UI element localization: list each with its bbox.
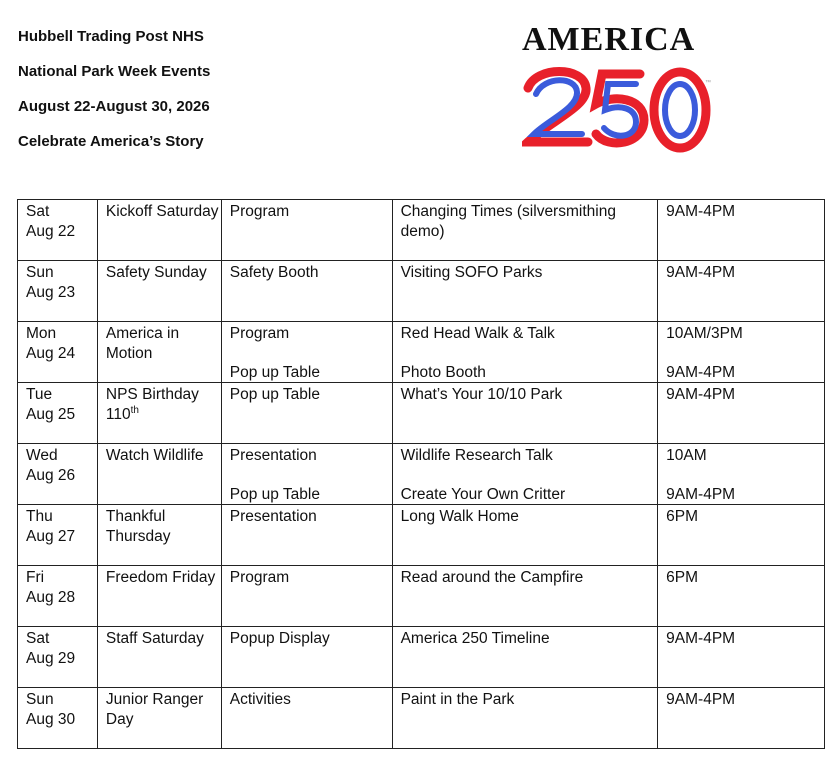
event-day: Tue: [26, 386, 53, 403]
event-theme: Freedom Friday: [105, 569, 216, 586]
event-title-cell: [392, 322, 658, 383]
event-date-range: August 22-August 30, 2026: [18, 98, 210, 115]
events-table: [17, 199, 825, 749]
event-title-cell: [392, 566, 658, 627]
event-time: 9AM-4PM: [666, 691, 736, 708]
event-title: Paint in the Park: [400, 691, 515, 708]
event-title: Create Your Own Critter: [400, 485, 566, 503]
event-day: Sun: [26, 691, 54, 708]
event-theme-cell: [97, 261, 221, 322]
event-day-cell: [18, 627, 98, 688]
logo-250-graphic: [522, 62, 712, 157]
event-title-cell: [392, 200, 658, 261]
event-day-cell: [18, 505, 98, 566]
table-row: [18, 566, 825, 627]
event-type-cell: [221, 688, 392, 749]
event-type: Presentation: [229, 447, 317, 464]
table-row: [18, 383, 825, 444]
event-date: Aug 28: [26, 588, 76, 606]
event-type: Presentation: [229, 508, 317, 525]
event-type: Popup Display: [229, 630, 330, 647]
event-theme-cell: [97, 688, 221, 749]
event-type-cell: [221, 627, 392, 688]
event-theme: Safety Sunday: [105, 264, 207, 281]
event-time-cell: [658, 444, 825, 505]
event-theme: Junior Ranger Day: [105, 691, 204, 728]
table-row: [18, 261, 825, 322]
event-title: Visiting SOFO Parks: [400, 264, 543, 281]
event-type: Safety Booth: [229, 264, 319, 281]
event-title: Wildlife Research Talk: [400, 447, 553, 464]
event-time: 6PM: [666, 569, 699, 586]
event-type-cell: [221, 566, 392, 627]
trademark-mark: ™: [705, 80, 711, 86]
event-type-cell: [221, 322, 392, 383]
event-day-cell: [18, 200, 98, 261]
event-title: Read around the Campfire: [400, 569, 584, 586]
event-time: 10AM: [666, 447, 707, 464]
event-title-cell: [392, 444, 658, 505]
event-time-cell: [658, 322, 825, 383]
event-tagline: Celebrate America’s Story: [18, 133, 204, 150]
event-type: Program: [229, 325, 290, 342]
event-title-cell: [392, 261, 658, 322]
event-time-cell: [658, 505, 825, 566]
america-250-logo: [522, 22, 712, 157]
event-theme: Watch Wildlife: [105, 447, 204, 464]
event-type-cell: [221, 200, 392, 261]
event-theme-superscript: th: [130, 404, 139, 416]
event-type: Pop up Table: [229, 485, 320, 503]
event-time: 9AM-4PM: [666, 264, 736, 281]
event-title: Photo Booth: [400, 363, 486, 381]
event-time-cell: [658, 383, 825, 444]
event-time: 6PM: [666, 508, 699, 525]
event-theme-cell: [97, 383, 221, 444]
event-time: 10AM/3PM: [666, 325, 743, 342]
event-day: Sat: [26, 630, 50, 647]
event-day-cell: [18, 444, 98, 505]
logo-wordmark: AMERICA: [522, 21, 696, 58]
event-title: Red Head Walk & Talk: [400, 325, 555, 342]
event-type: Program: [229, 569, 290, 586]
event-date: Aug 24: [26, 344, 76, 362]
event-type: Pop up Table: [229, 386, 320, 403]
event-theme-cell: [97, 627, 221, 688]
event-theme: Thankful Thursday: [105, 508, 171, 545]
event-day-cell: [18, 383, 98, 444]
event-type: Pop up Table: [229, 363, 320, 381]
event-theme: Staff Saturday: [105, 630, 204, 647]
table-row: [18, 627, 825, 688]
document-header: [18, 27, 210, 167]
event-date: Aug 22: [26, 222, 76, 240]
event-time: 9AM-4PM: [666, 203, 736, 220]
event-day-cell: [18, 322, 98, 383]
event-time: 9AM-4PM: [666, 386, 736, 403]
event-theme: NPS Birthday 110: [105, 386, 199, 423]
event-theme-cell: [97, 566, 221, 627]
site-name: Hubbell Trading Post NHS: [18, 28, 204, 45]
event-date: Aug 26: [26, 466, 76, 484]
event-time-cell: [658, 261, 825, 322]
event-date: Aug 25: [26, 405, 76, 423]
event-type: Activities: [229, 691, 291, 708]
event-time: 9AM-4PM: [666, 630, 736, 647]
event-title-cell: [392, 505, 658, 566]
event-day: Mon: [26, 325, 57, 342]
event-time-cell: [658, 200, 825, 261]
event-day-cell: [18, 688, 98, 749]
event-series-title: National Park Week Events: [18, 63, 211, 80]
table-row: [18, 505, 825, 566]
event-type-cell: [221, 261, 392, 322]
event-title: What’s Your 10/10 Park: [400, 386, 563, 403]
event-time-cell: [658, 688, 825, 749]
event-theme-cell: [97, 322, 221, 383]
event-day: Sat: [26, 203, 50, 220]
event-date: Aug 30: [26, 710, 76, 728]
event-time: 9AM-4PM: [666, 363, 736, 381]
event-day: Sun: [26, 264, 54, 281]
event-type-cell: [221, 383, 392, 444]
event-time-cell: [658, 566, 825, 627]
table-row: [18, 688, 825, 749]
event-day-cell: [18, 261, 98, 322]
event-type-cell: [221, 444, 392, 505]
event-title-cell: [392, 688, 658, 749]
event-type-cell: [221, 505, 392, 566]
event-theme: Kickoff Saturday: [105, 203, 219, 220]
event-day: Fri: [26, 569, 45, 586]
event-title-cell: [392, 627, 658, 688]
event-title: America 250 Timeline: [400, 630, 550, 647]
event-title: Changing Times (silversmithing demo): [400, 203, 616, 240]
event-theme: America in Motion: [105, 325, 180, 362]
table-row: [18, 444, 825, 505]
event-time: 9AM-4PM: [666, 485, 736, 503]
event-date: Aug 23: [26, 283, 76, 301]
event-time-cell: [658, 627, 825, 688]
event-date: Aug 27: [26, 527, 76, 545]
event-theme-cell: [97, 505, 221, 566]
event-day-cell: [18, 566, 98, 627]
event-title: Long Walk Home: [400, 508, 519, 525]
event-type: Program: [229, 203, 290, 220]
event-day: Thu: [26, 508, 53, 525]
event-theme-cell: [97, 444, 221, 505]
event-date: Aug 29: [26, 649, 76, 667]
table-row: [18, 322, 825, 383]
event-day: Wed: [26, 447, 58, 464]
table-row: [18, 200, 825, 261]
event-theme-cell: [97, 200, 221, 261]
event-title-cell: [392, 383, 658, 444]
events-table-body: [18, 200, 825, 749]
